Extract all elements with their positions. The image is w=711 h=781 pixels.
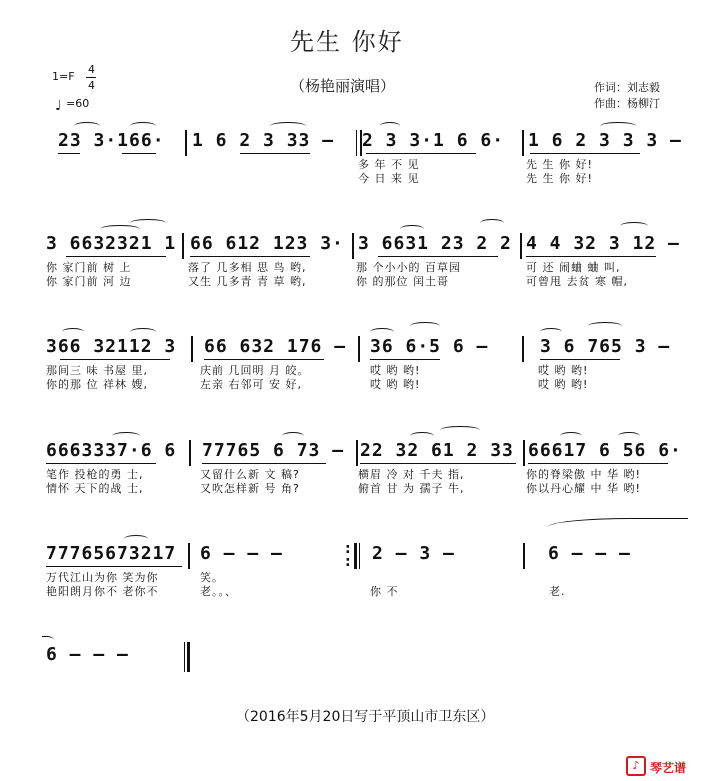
composer-credit: 作曲：杨柳汀 bbox=[594, 97, 660, 110]
measure-notes: 36 6·5 6 – bbox=[370, 336, 489, 357]
measure-notes: 6663337·6 6 bbox=[46, 440, 177, 461]
bar-line bbox=[523, 440, 525, 466]
lyrics-line-1: 庆前 几回明 月 皎。 bbox=[200, 364, 310, 377]
lyrics-line-2: 俯首 甘 为 孺子 牛, bbox=[358, 482, 465, 495]
lyrics-line-1: 先 生 你 好! bbox=[526, 158, 593, 171]
lyrics-line-2: 左亲 右邻可 安 好, bbox=[200, 378, 302, 391]
lyrics-line-2: 艳阳朗月你不 老你不 bbox=[46, 585, 159, 598]
lyrics-line-1: 可 还 闹蛐 蛐 叫, bbox=[526, 261, 621, 274]
slur-mark bbox=[380, 122, 400, 130]
lyrics-line-1: 你的脊梁傲 中 华 哟! bbox=[526, 468, 641, 481]
slur-mark bbox=[410, 432, 434, 440]
lyrics-line-1: 万代江山为你 笑为你 bbox=[46, 571, 159, 584]
bar-line bbox=[182, 233, 184, 259]
measure-notes: 77765673217 bbox=[46, 543, 177, 564]
underline-beam bbox=[540, 359, 620, 360]
lyrics-line-1: 你 家门前 树 上 bbox=[46, 261, 132, 274]
lyrics-line-2: 今 日 来 见 bbox=[358, 172, 420, 185]
slur-mark bbox=[124, 535, 148, 543]
brand-logo-icon: ♪ bbox=[626, 756, 646, 776]
lyrics-line-1: 哎 哟 哟! bbox=[370, 364, 421, 377]
quarter-note-icon: ♩ bbox=[55, 98, 62, 114]
lyrics-line-2: 哎 哟 哟! bbox=[370, 378, 421, 391]
measure-notes: 22 32 61 2 33 bbox=[360, 440, 514, 461]
bar-line bbox=[185, 130, 187, 156]
lyrics-line-2: 情怀 天下的战 士, bbox=[46, 482, 144, 495]
underline-beam bbox=[202, 463, 326, 464]
slur-mark bbox=[74, 122, 100, 130]
tie-mark bbox=[548, 518, 688, 533]
underline-beam bbox=[46, 463, 156, 464]
slur-mark bbox=[130, 219, 166, 227]
measure-notes: 77765 6 73 – bbox=[202, 440, 345, 461]
bar-line bbox=[188, 543, 190, 569]
measure-notes: 366 32112 3 bbox=[46, 336, 177, 357]
slur-mark bbox=[540, 328, 562, 336]
underline-beam bbox=[360, 463, 516, 464]
bar-line bbox=[189, 440, 191, 466]
slur-mark bbox=[130, 122, 156, 130]
slur-mark bbox=[440, 426, 480, 434]
slur-mark bbox=[112, 432, 140, 440]
slur-mark bbox=[620, 222, 648, 230]
underline-beam bbox=[366, 153, 476, 154]
measure-notes: 66 632 176 – bbox=[204, 336, 347, 357]
measure-notes: 1 6 2 3 33 – bbox=[192, 130, 335, 151]
lyrics-line-1: 又留什么新 文 稿? bbox=[200, 468, 300, 481]
underline-beam bbox=[190, 256, 310, 257]
measure-notes: 4 4 32 3 12 – bbox=[526, 233, 680, 254]
lyrics-line-2: 你 的那位 闰土哥 bbox=[356, 275, 449, 288]
repeat-end-bar bbox=[354, 543, 357, 569]
slur-mark bbox=[400, 225, 424, 233]
lyrics-line-2: 又生 几多青 青 草 哟, bbox=[188, 275, 307, 288]
slur-mark bbox=[600, 122, 636, 130]
underline-beam bbox=[378, 256, 498, 257]
repeat-dots-icon: : : bbox=[345, 541, 351, 570]
lyrics-line-1: 多 年 不 见 bbox=[358, 158, 420, 171]
measure-notes: 3 6631 23 2 2 bbox=[358, 233, 512, 254]
underline-beam bbox=[240, 153, 310, 154]
underline-beam bbox=[370, 359, 440, 360]
lyrics-line-2: 老。。、 bbox=[200, 585, 237, 598]
underline-beam bbox=[46, 566, 182, 567]
underline-beam bbox=[60, 359, 170, 360]
lyrics-line-1: 那 个小小的 百草园 bbox=[356, 261, 461, 274]
slur-mark bbox=[588, 322, 622, 330]
measure-notes: 6 – – – bbox=[200, 543, 283, 564]
lyrics-line-2: 你的那 位 祥林 嫂, bbox=[46, 378, 148, 391]
slur-mark bbox=[480, 219, 504, 227]
page-title: 先生 你好 bbox=[290, 28, 404, 56]
time-signature-top: 4 bbox=[88, 63, 95, 76]
measure-notes: 3 6632321 1 bbox=[46, 233, 177, 254]
measure-notes: 6 – – – bbox=[46, 644, 129, 665]
bar-line bbox=[352, 233, 354, 259]
underline-beam bbox=[58, 153, 80, 154]
measure-notes: 2 – 3 – bbox=[372, 543, 455, 564]
singer-subtitle: （杨艳丽演唱） bbox=[290, 77, 396, 95]
bar-line bbox=[520, 233, 522, 259]
bar-line bbox=[191, 336, 193, 362]
key-signature: 1=F bbox=[52, 70, 75, 83]
tempo-marking: =60 bbox=[66, 97, 90, 110]
lyricist-credit: 作词：刘志毅 bbox=[594, 81, 660, 94]
slur-mark bbox=[130, 328, 156, 336]
final-bar-thin bbox=[184, 642, 185, 672]
measure-notes: 2 3 3·1 6 6· bbox=[362, 130, 505, 151]
slur-mark bbox=[270, 122, 306, 130]
measure-notes: 1 6 2 3 3 3 – bbox=[528, 130, 682, 151]
slur-mark bbox=[282, 432, 304, 440]
bar-line bbox=[358, 336, 360, 362]
underline-beam bbox=[204, 359, 324, 360]
underline-beam bbox=[530, 153, 640, 154]
lyrics-line-1: 笔作 投枪的勇 士, bbox=[46, 468, 144, 481]
lyrics-line-2: 可曾甩 去贫 寒 帽, bbox=[526, 275, 628, 288]
lyrics-line-2: 你以丹心耀 中 华 哟! bbox=[526, 482, 641, 495]
tie-mark bbox=[42, 636, 54, 643]
slur-mark bbox=[560, 432, 582, 440]
lyrics-line-2: 哎 哟 哟! bbox=[538, 378, 589, 391]
lyrics-line-2: 老. bbox=[549, 585, 566, 598]
underline-beam bbox=[122, 153, 156, 154]
measure-notes: 66 612 123 3· bbox=[190, 233, 344, 254]
lyrics-line-2: 又吹怎样新 号 角? bbox=[200, 482, 300, 495]
bar-line bbox=[356, 440, 358, 466]
slur-mark bbox=[618, 432, 640, 440]
time-signature-bottom: 4 bbox=[88, 79, 95, 92]
slur-mark bbox=[410, 322, 440, 330]
lyrics-line-2: 你 不 bbox=[370, 585, 399, 598]
composition-note: （2016年5月20日写于平顶山市卫东区） bbox=[236, 709, 495, 725]
bar-line bbox=[356, 130, 357, 156]
bar-line bbox=[523, 543, 525, 569]
lyrics-line-1: 哎 哟 哟! bbox=[538, 364, 589, 377]
bar-line bbox=[522, 336, 524, 362]
underline-beam bbox=[526, 256, 656, 257]
final-bar-thick bbox=[187, 642, 190, 672]
measure-notes: 66617 6 56 6· bbox=[528, 440, 682, 461]
lyrics-line-1: 落了 几多相 思 鸟 哟, bbox=[188, 261, 307, 274]
lyrics-line-2: 先 生 你 好! bbox=[526, 172, 593, 185]
repeat-end-bar-thin bbox=[359, 543, 360, 569]
lyrics-line-1: 那间三 味 书屋 里, bbox=[46, 364, 148, 377]
underline-beam bbox=[528, 463, 668, 464]
measure-notes: 23 3·166· bbox=[58, 130, 165, 151]
slur-mark bbox=[62, 328, 84, 336]
lyrics-line-2: 你 家门前 河 边 bbox=[46, 275, 132, 288]
measure-notes: 3 6 765 3 – bbox=[540, 336, 671, 357]
time-signature-line bbox=[86, 77, 96, 78]
underline-beam bbox=[66, 256, 166, 257]
bar-line bbox=[522, 130, 524, 156]
lyrics-line-1: 横眉 冷 对 千夫 指, bbox=[358, 468, 465, 481]
watermark: 琴艺谱 bbox=[650, 761, 687, 775]
measure-notes: 6 – – – bbox=[548, 543, 631, 564]
lyrics-line-1: 笑。 bbox=[200, 571, 224, 584]
slur-mark bbox=[370, 328, 394, 336]
